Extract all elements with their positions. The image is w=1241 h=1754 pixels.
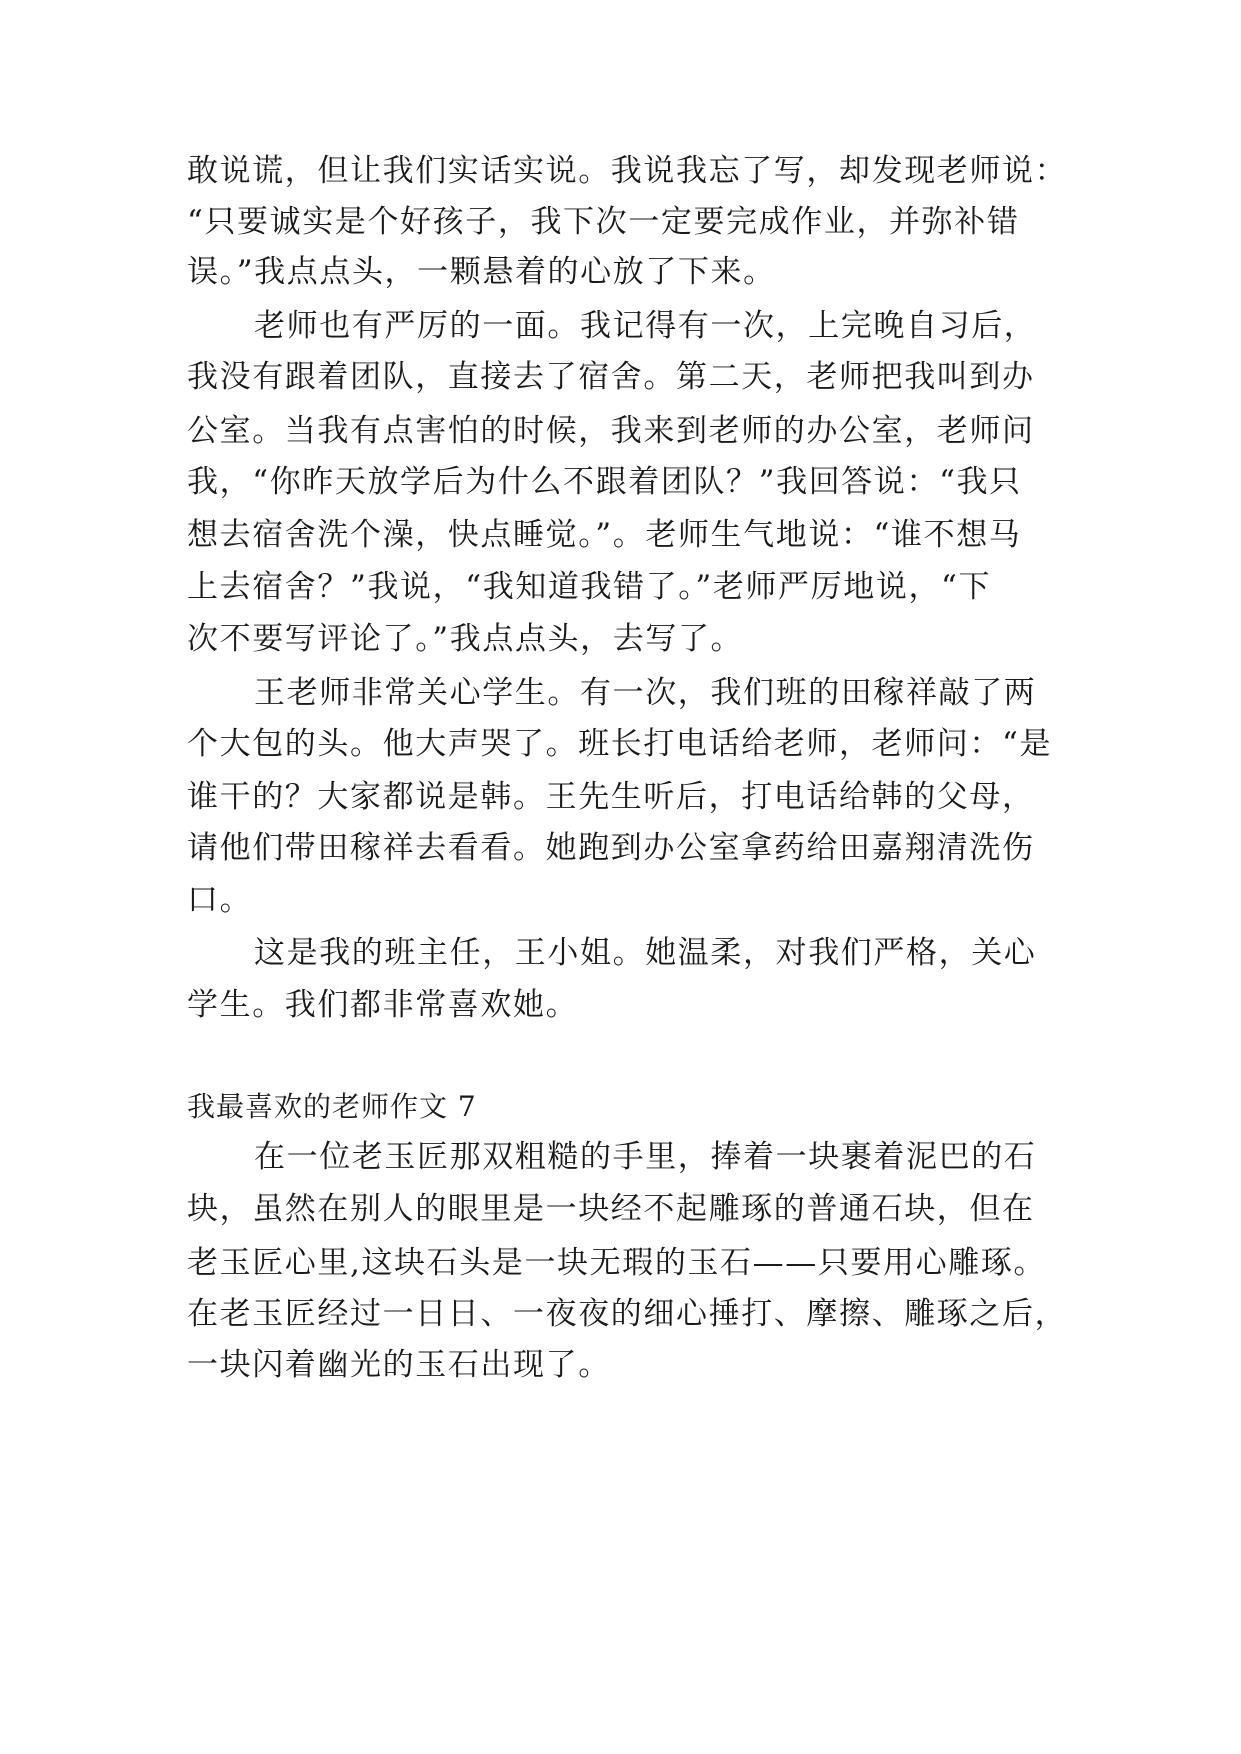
text-line: 在老玉匠经过一日日、一夜夜的细心捶打、摩擦、雕琢之后， [187, 1296, 1068, 1332]
text-line: 次不要写评论了。”我点点头，去写了。 [187, 621, 744, 657]
section-heading: 我最喜欢的老师作文 7 [187, 1090, 477, 1123]
text-line: 在一位老玉匠那双粗糙的手里，捧着一块裹着泥巴的石 [254, 1139, 1037, 1175]
text-line: 敢说谎，但让我们实话实说。我说我忘了写，却发现老师说： [187, 153, 1068, 189]
text-line: 一块闪着幽光的玉石出现了。 [187, 1347, 611, 1383]
text-line: 口。 [187, 882, 253, 918]
text-line: 请他们带田稼祥去看看。她跑到办公室拿药给田嘉翔清洗伤 [187, 830, 1035, 866]
text-line: 老师也有严厉的一面。我记得有一次，上完晚自习后， [254, 308, 1037, 344]
text-line: 老玉匠心里,这块石头是一块无瑕的玉石——只要用心雕琢。 [187, 1245, 1047, 1281]
text-line: 想去宿舍洗个澡，快点睡觉。”。老师生气地说：“谁不想马 [187, 517, 1022, 553]
text-line: 这是我的班主任，王小姐。她温柔，对我们严格，关心 [254, 935, 1037, 971]
text-line: 王老师非常关心学生。有一次，我们班的田稼祥敲了两 [254, 675, 1037, 711]
text-line: 公室。当我有点害怕的时候，我来到老师的办公室，老师问 [187, 413, 1035, 449]
text-line: 我没有跟着团队，直接去了宿舍。第二天，老师把我叫到办 [187, 359, 1035, 395]
text-line: 谁干的？大家都说是韩。王先生听后，打电话给韩的父母， [187, 779, 1035, 815]
text-line: 我，“你昨天放学后为什么不跟着团队？”我回答说：“我只 [187, 464, 1022, 500]
text-line: 个大包的头。他大声哭了。班长打电话给老师，老师问：“是 [187, 726, 1053, 762]
text-line: 块，虽然在别人的眼里是一块经不起雕琢的普通石块，但在 [187, 1191, 1035, 1227]
text-line: 误。”我点点头，一颗悬着的心放了下来。 [187, 254, 776, 290]
text-line: 上去宿舍？”我说，“我知道我错了。”老师严厉地说，“下 [187, 569, 992, 605]
text-line: “只要诚实是个好孩子，我下次一定要完成作业，并弥补错 [187, 204, 1020, 240]
text-line: 学生。我们都非常喜欢她。 [187, 987, 579, 1023]
